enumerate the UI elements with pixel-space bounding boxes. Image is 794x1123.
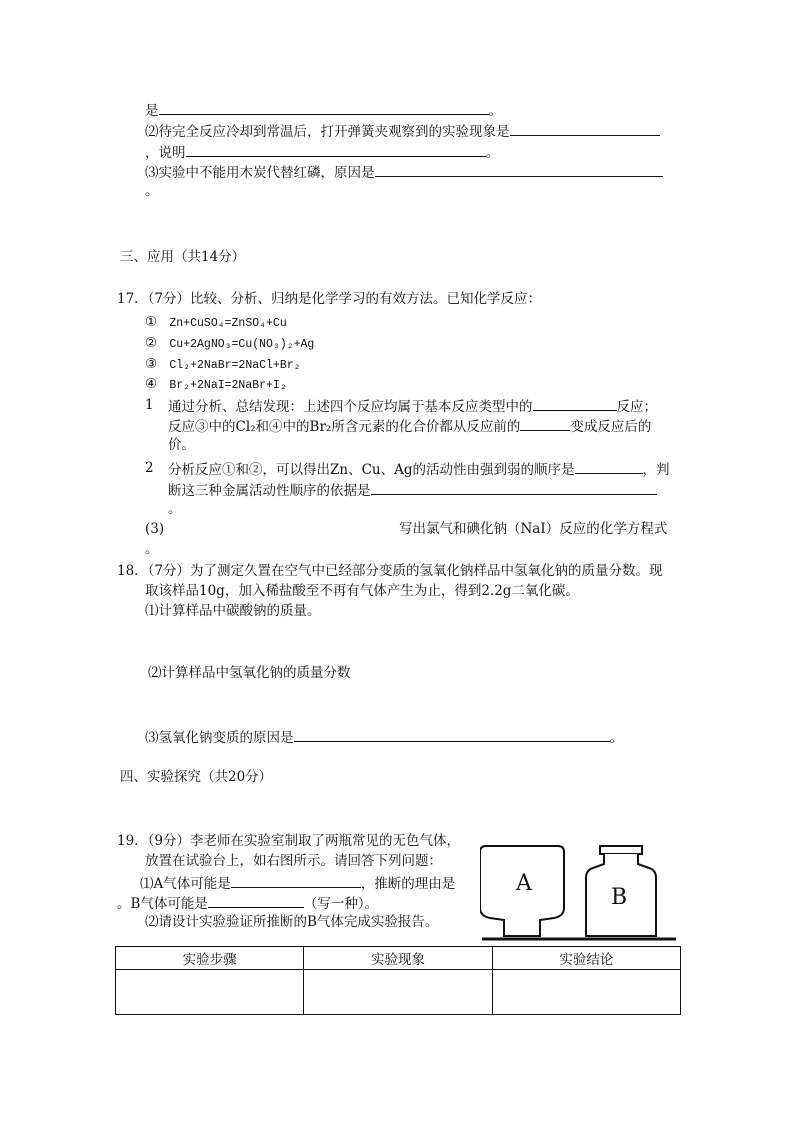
header-conclusion: 实验结论 bbox=[492, 947, 680, 970]
q18-part2: ⑵计算样品中氢氧化钠的质量分数 bbox=[148, 665, 351, 681]
experiment-report-table bbox=[115, 946, 681, 1015]
q16-part2: ⑵待完全反应冷却到常温后，打开弹簧夹观察到的实验现象是 bbox=[145, 121, 660, 141]
q17-stem: 17．（7分）比较、分析、归纳是化学学习的有效方法。已知化学反应： bbox=[117, 291, 542, 307]
q17-p3-end: 。 bbox=[145, 541, 159, 557]
q18-part3: ⑶氢氧化钠变质的原因是 。 bbox=[145, 727, 623, 747]
q17-reaction-1: ① Zn+CuSO₄=ZnSO₄+Cu bbox=[145, 314, 287, 330]
q17-reaction-2: ② Cu+2AgNO₃=Cu(NO₃)₂+Ag bbox=[145, 335, 315, 351]
answer-cell-phenomenon[interactable] bbox=[304, 970, 492, 1015]
answer-blank[interactable] bbox=[510, 121, 660, 136]
answer-blank[interactable] bbox=[371, 480, 657, 495]
section-title-experiment: 四、实验探究（共20分） bbox=[120, 769, 273, 785]
q17-p2-num: 2 bbox=[145, 460, 154, 476]
q18-stem-line1: 18．（7分）为了测定久置在空气中已经部分变质的氢氧化钠样品中氢氧化钠的质量分数。现 bbox=[117, 563, 663, 579]
q17-reaction-3: ③ Cl₂+2NaBr=2NaCl+Br₂ bbox=[145, 356, 301, 372]
answer-blank[interactable] bbox=[294, 727, 610, 742]
q16-part3-end: 。 bbox=[145, 183, 159, 199]
answer-blank[interactable] bbox=[208, 893, 304, 908]
answer-blank[interactable] bbox=[520, 416, 570, 431]
answer-blank[interactable] bbox=[159, 100, 489, 115]
q18-stem-line2: 取该样品10g，加入稀盐酸至不再有气体产生为止，得到2.2g二氧化碳。 bbox=[145, 583, 579, 599]
q18-part1: ⑴计算样品中碳酸钠的质量。 bbox=[145, 603, 321, 619]
answer-blank[interactable] bbox=[533, 396, 617, 411]
answer-blank[interactable] bbox=[186, 142, 486, 157]
header-step: 实验步骤 bbox=[116, 947, 304, 970]
q19-stem-line1: 19．（9分）李老师在实验室制取了两瓶常见的无色气体， bbox=[117, 833, 461, 849]
q17-p1-line2: 反应③中的Cl₂和④中的Br₂所含元素的化合价都从反应前的 变成反应后的 bbox=[168, 416, 651, 436]
bottle-b bbox=[586, 846, 656, 936]
gas-bottles-figure bbox=[480, 840, 680, 942]
answer-cell-conclusion[interactable] bbox=[492, 970, 680, 1015]
q17-p1-num: 1 bbox=[145, 397, 154, 413]
q17-p3-num: (3) bbox=[145, 521, 165, 537]
q19-part2: ⑵请设计实验验证所推断的B气体完成实验报告。 bbox=[145, 914, 439, 930]
q17-p1-line3: 价。 bbox=[168, 437, 195, 453]
q19-part1: ⑴A气体可能是 ，推断的理由是 bbox=[140, 873, 455, 893]
answer-blank[interactable] bbox=[231, 873, 361, 888]
q17-p1-line1: 通过分析、总结发现：上述四个反应均属于基本反应类型中的 反应； bbox=[168, 396, 657, 416]
q16-part2-line2: ，说明 。 bbox=[145, 142, 499, 162]
q17-p3-text: 写出氯气和碘化钠（NaI）反应的化学方程式 bbox=[399, 521, 668, 537]
answer-blank[interactable] bbox=[375, 162, 663, 177]
q16-line1: 是 。 bbox=[145, 100, 502, 120]
answer-cell-step[interactable] bbox=[116, 970, 304, 1015]
answer-blank[interactable] bbox=[575, 459, 643, 474]
table-header-row bbox=[116, 947, 681, 970]
q17-p2-line3: 。 bbox=[168, 501, 182, 517]
bottle-a-label: A bbox=[516, 871, 532, 896]
q17-p2-line2: 断这三种金属活动性顺序的依据是 bbox=[168, 480, 657, 500]
header-phenomenon: 实验现象 bbox=[304, 947, 492, 970]
q17-reaction-4: ④ Br₂+2NaI=2NaBr+I₂ bbox=[145, 376, 287, 392]
q19-part1-line2: 。B气体可能是 （写一种）。 bbox=[117, 893, 378, 913]
section-title-application: 三、应用（共14分） bbox=[120, 249, 246, 265]
q19-stem-line2: 放置在试验台上，如右图所示。请回答下列问题： bbox=[145, 853, 442, 869]
q17-p2-line1: 分析反应①和②，可以得出Zn、Cu、Ag的活动性由强到弱的顺序是 ，判 bbox=[168, 459, 670, 479]
bottle-b-label: B bbox=[611, 885, 628, 910]
table-row bbox=[116, 970, 681, 1015]
bottle-a bbox=[480, 846, 564, 936]
q16-part3: ⑶实验中不能用木炭代替红磷，原因是 bbox=[145, 162, 663, 182]
